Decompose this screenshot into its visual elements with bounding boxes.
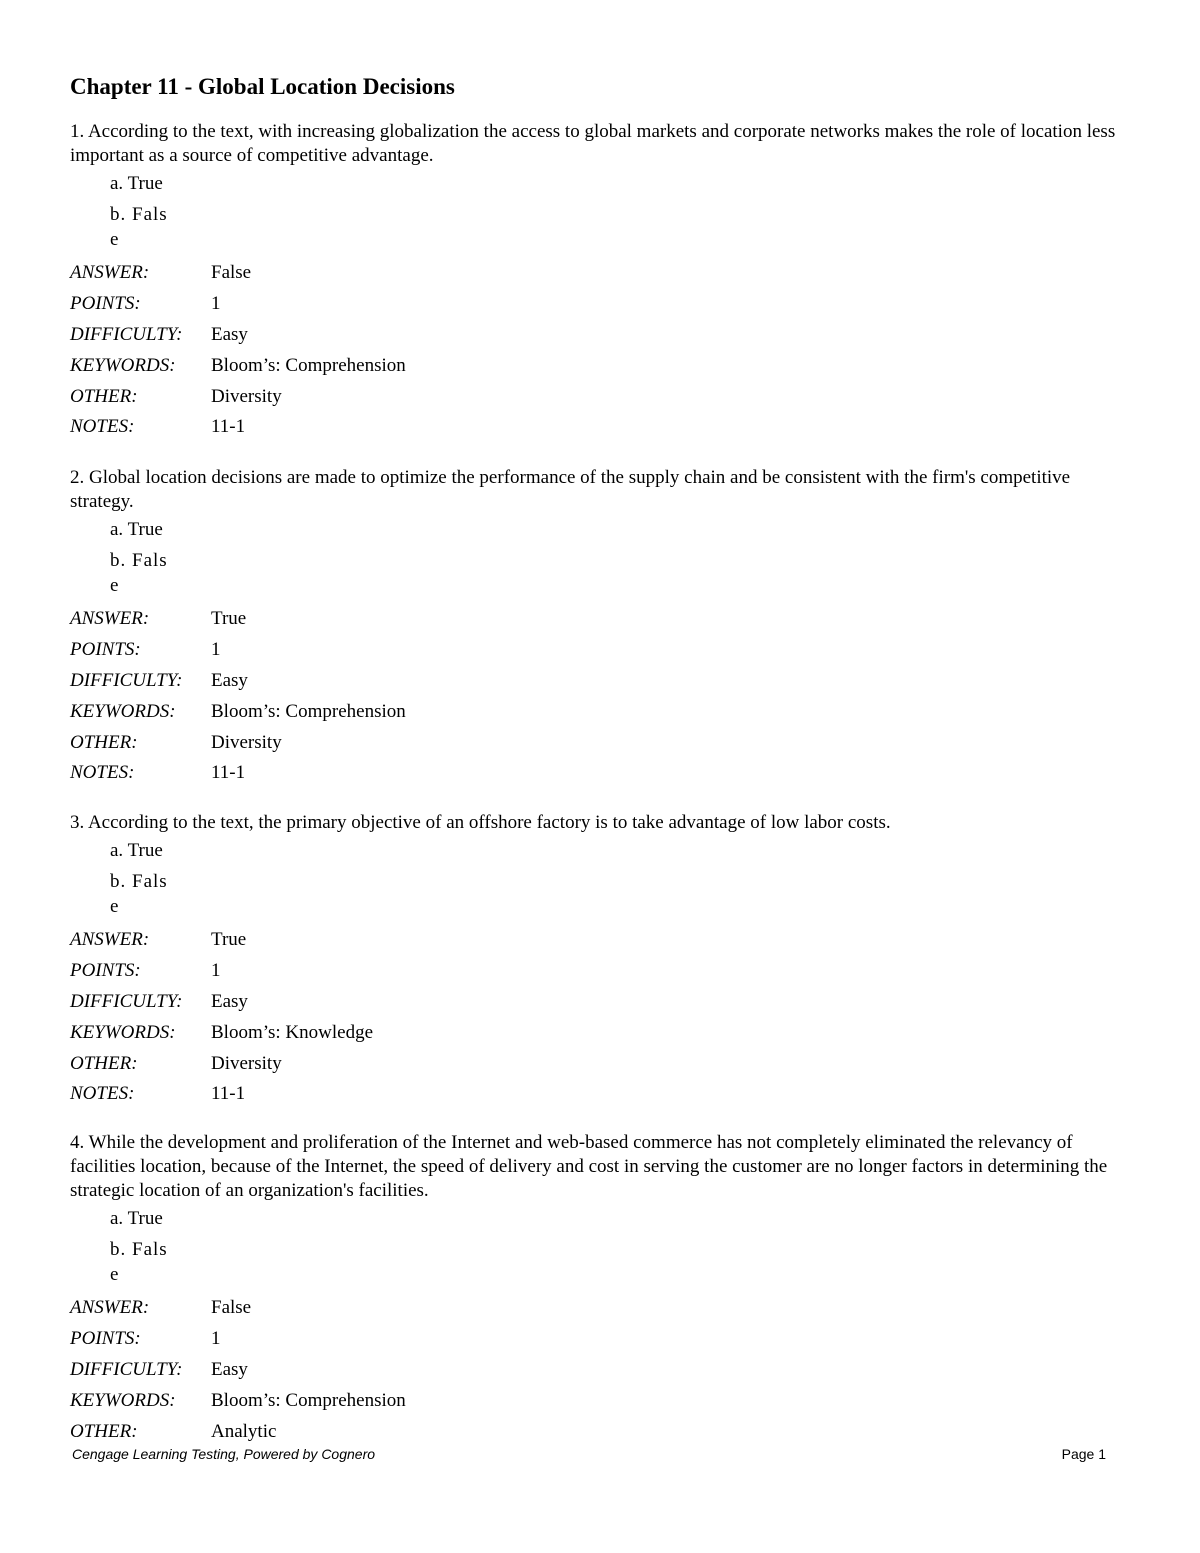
meta-value: 1 <box>211 960 221 982</box>
meta-key: OTHER: <box>70 385 138 407</box>
meta-value: 11-1 <box>211 1083 246 1105</box>
meta-difficulty <box>70 987 1130 1018</box>
meta-value: Diversity <box>211 385 282 407</box>
option-a: a. True <box>110 173 163 194</box>
option-b: b. False <box>110 204 168 250</box>
meta-key: DIFFICULTY: <box>70 990 183 1012</box>
meta-value: True <box>211 608 247 630</box>
question-2 <box>70 466 1130 789</box>
meta-difficulty <box>70 666 1130 697</box>
meta-key: OTHER: <box>70 1420 138 1442</box>
option-a: a. True <box>110 1208 163 1229</box>
meta-keywords <box>70 1017 1130 1048</box>
answer-options <box>110 518 1130 604</box>
meta-value: Diversity <box>211 1052 282 1074</box>
meta-value: Bloom’s: Knowledge <box>211 1021 374 1043</box>
meta-key: ANSWER: <box>70 929 150 951</box>
meta-key: ANSWER: <box>70 1297 150 1319</box>
meta-key: NOTES: <box>70 416 135 438</box>
question-3 <box>70 811 1130 1110</box>
meta-key: KEYWORDS: <box>70 354 176 376</box>
option-a: a. True <box>110 840 163 861</box>
option-a: a. True <box>110 519 163 540</box>
meta-value: Easy <box>211 1358 248 1380</box>
meta-keywords <box>70 350 1130 381</box>
meta-value: 1 <box>211 1328 221 1350</box>
meta-value: 1 <box>211 293 221 315</box>
meta-value: 11-1 <box>211 762 246 784</box>
meta-other <box>70 727 1130 758</box>
meta-keywords <box>70 1385 1130 1416</box>
meta-notes <box>70 1079 1130 1110</box>
footer-credit: Cengage Learning Testing, Powered by Cognero <box>72 1446 376 1462</box>
meta-value: False <box>211 1297 252 1319</box>
meta-key: KEYWORDS: <box>70 1021 176 1043</box>
question-metadata <box>70 925 1130 1110</box>
meta-value: Diversity <box>211 731 282 753</box>
meta-key: POINTS: <box>70 1328 141 1350</box>
question-1 <box>70 120 1130 443</box>
meta-value: False <box>211 262 252 284</box>
meta-answer <box>70 258 1130 289</box>
meta-key: POINTS: <box>70 639 141 661</box>
meta-key: ANSWER: <box>70 608 150 630</box>
meta-answer <box>70 925 1130 956</box>
meta-key: POINTS: <box>70 960 141 982</box>
meta-notes <box>70 758 1130 789</box>
meta-answer <box>70 604 1130 635</box>
meta-answer <box>70 1293 1130 1324</box>
meta-value: Easy <box>211 990 248 1012</box>
page-footer <box>72 1446 1106 1462</box>
question-text: 3. According to the text, the primary objective of an offshore factory is to take advantage of low labor costs. <box>70 812 891 833</box>
meta-value: 1 <box>211 639 221 661</box>
question-metadata <box>70 604 1130 789</box>
meta-key: DIFFICULTY: <box>70 1358 183 1380</box>
meta-difficulty <box>70 320 1130 351</box>
option-b: b. False <box>110 550 168 596</box>
question-text: 2. Global location decisions are made to optimize the performance of the supply chain and be consistent with the firm's competitive strategy. <box>70 467 1071 512</box>
page-number: Page 1 <box>1061 1446 1106 1462</box>
meta-points <box>70 956 1130 987</box>
option-b: b. False <box>110 871 168 917</box>
meta-points <box>70 289 1130 320</box>
meta-value: Bloom’s: Comprehension <box>211 1389 406 1411</box>
meta-value: True <box>211 929 247 951</box>
meta-difficulty <box>70 1355 1130 1386</box>
meta-other <box>70 381 1130 412</box>
meta-key: POINTS: <box>70 293 141 315</box>
meta-points <box>70 1324 1130 1355</box>
meta-value: Bloom’s: Comprehension <box>211 700 406 722</box>
meta-key: OTHER: <box>70 1052 138 1074</box>
meta-key: NOTES: <box>70 1083 135 1105</box>
meta-key: KEYWORDS: <box>70 1389 176 1411</box>
meta-key: KEYWORDS: <box>70 700 176 722</box>
answer-options <box>110 839 1130 925</box>
meta-value: Easy <box>211 323 248 345</box>
question-text: 4. While the development and proliferation of the Internet and web-based commerce has not completely eliminated the relevancy of facilities location, because of the Internet, the speed of delivery and cost in serving the customer are no longer factors in determining the strategic location of an organization's facilities. <box>70 1132 1108 1201</box>
meta-value: Bloom’s: Comprehension <box>211 354 406 376</box>
answer-options <box>110 172 1130 258</box>
question-metadata <box>70 1293 1130 1447</box>
meta-key: NOTES: <box>70 762 135 784</box>
page-title: Chapter 11 - Global Location Decisions <box>70 74 455 99</box>
meta-notes <box>70 412 1130 443</box>
meta-other <box>70 1048 1130 1079</box>
question-4 <box>70 1131 1130 1447</box>
meta-value: 11-1 <box>211 416 246 438</box>
meta-value: Analytic <box>211 1420 277 1442</box>
meta-points <box>70 635 1130 666</box>
meta-key: DIFFICULTY: <box>70 323 183 345</box>
meta-key: OTHER: <box>70 731 138 753</box>
question-text: 1. According to the text, with increasing globalization the access to global markets and corporate networks makes the role of location less important as a source of competitive advantage. <box>70 121 1116 166</box>
meta-keywords <box>70 696 1130 727</box>
question-metadata <box>70 258 1130 443</box>
meta-key: ANSWER: <box>70 262 150 284</box>
meta-value: Easy <box>211 669 248 691</box>
meta-key: DIFFICULTY: <box>70 669 183 691</box>
meta-other <box>70 1416 1130 1447</box>
answer-options <box>110 1207 1130 1293</box>
option-b: b. False <box>110 1239 168 1285</box>
